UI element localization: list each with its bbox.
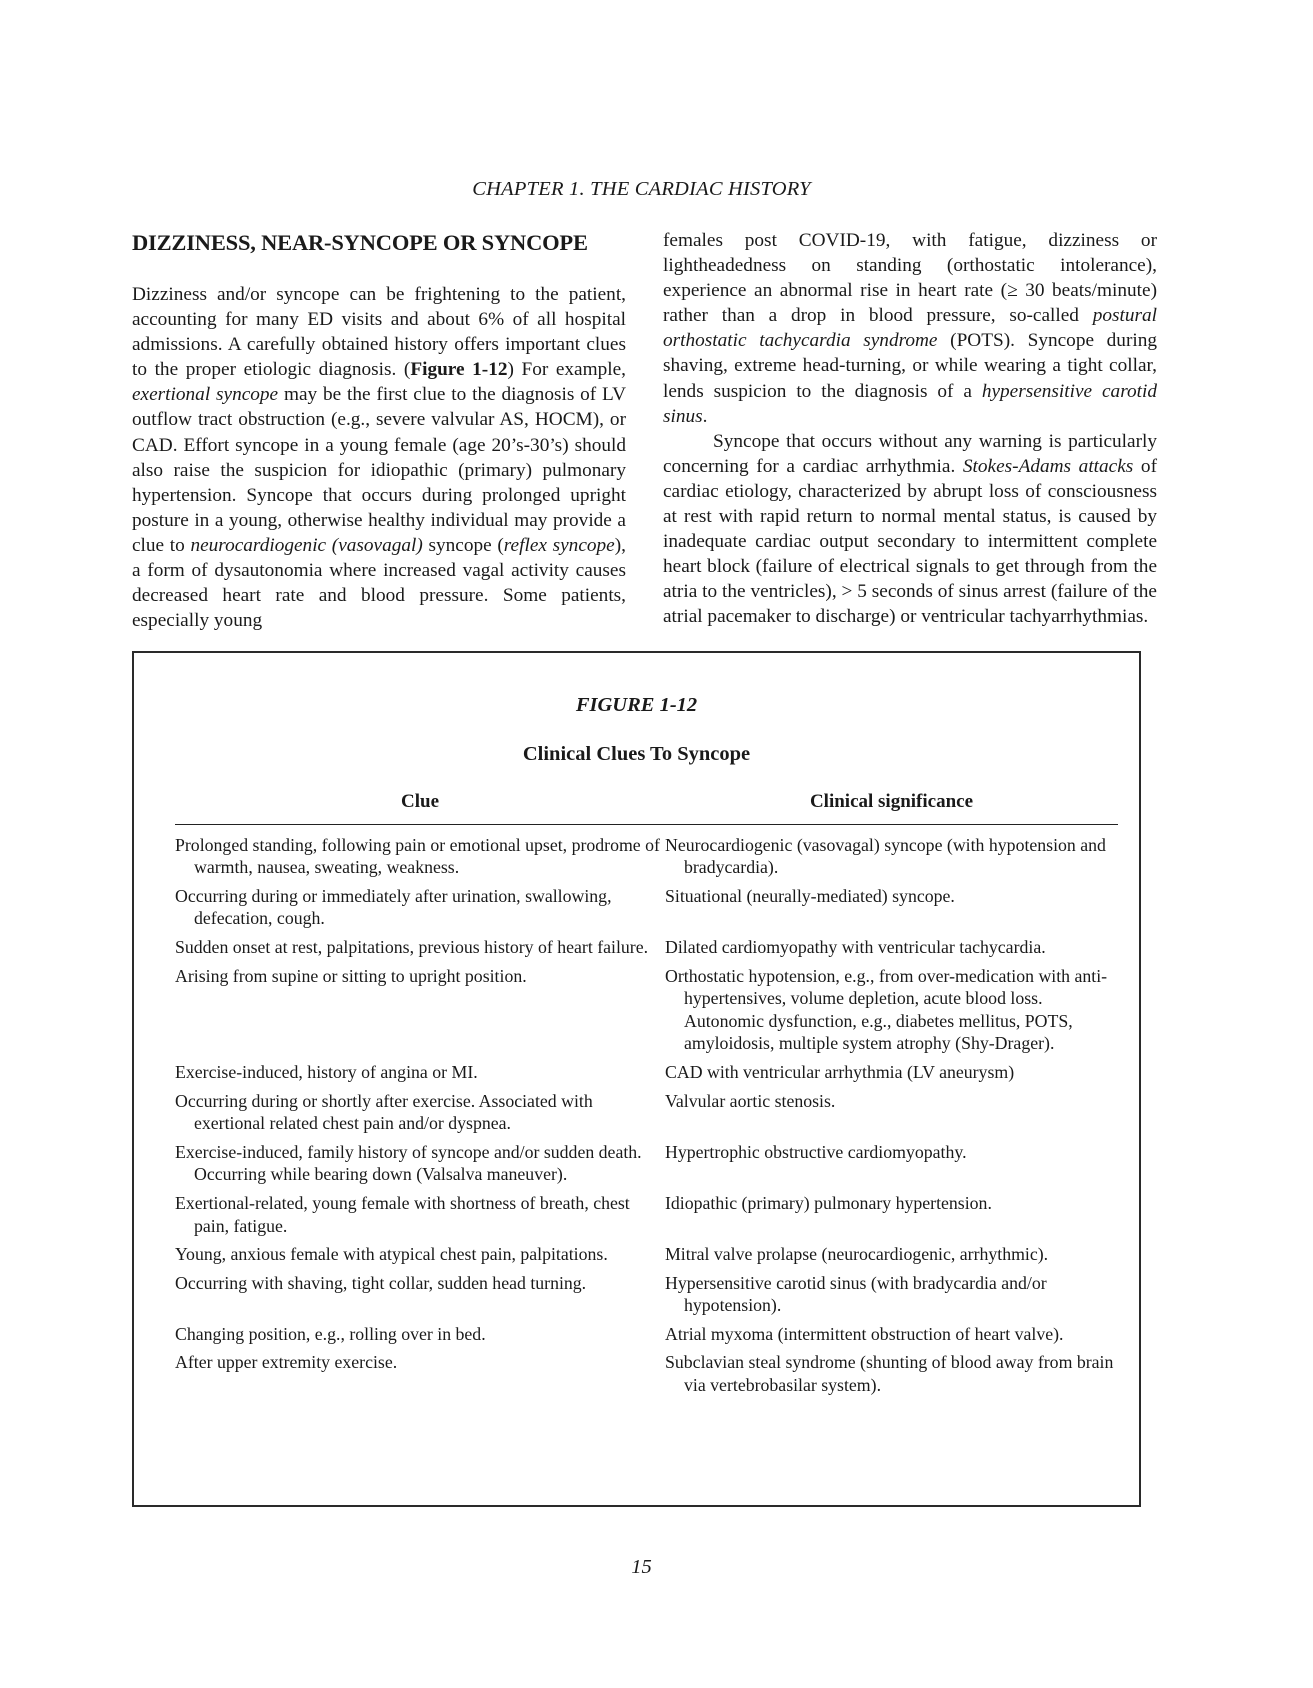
- figure-label: FIGURE 1-12: [575, 694, 698, 716]
- table-row: [175, 1243, 1118, 1272]
- table-row: [175, 936, 1118, 965]
- significance-text: Atrial myxoma (intermittent obstruction of heart valve).: [665, 1323, 1064, 1344]
- running-header: CHAPTER 1. THE CARDIAC HISTORY: [472, 178, 811, 200]
- figure-reference: Figure 1-12: [410, 359, 508, 381]
- clue-cell: [175, 1192, 665, 1243]
- clue-text: Arising from supine or sitting to upright position.: [175, 965, 527, 986]
- significance-cell: [665, 965, 1118, 1061]
- clue-cell: [175, 1090, 665, 1141]
- significance-cell: [665, 1351, 1118, 1402]
- significance-cell: [665, 1323, 1118, 1352]
- clue-cell: [175, 1243, 665, 1272]
- clue-text: Occurring with shaving, tight collar, sudden head turning.: [175, 1272, 587, 1293]
- text-run: syncope (: [422, 534, 504, 556]
- table-row: [175, 824, 1118, 885]
- page-number: 15: [631, 1556, 652, 1578]
- clue-text: Young, anxious female with atypical chest pain, palpitations.: [175, 1244, 608, 1265]
- significance-text: Hypersensitive carotid sinus (with bradycardia and/or hypotension).: [665, 1272, 1047, 1316]
- table-row: [175, 1061, 1118, 1090]
- table-row: [175, 965, 1118, 1061]
- term-neurocardiogenic: neurocardiogenic (vasovagal): [190, 534, 423, 556]
- clue-cell: [175, 1351, 665, 1402]
- significance-cell: [665, 1243, 1118, 1272]
- clue-cell: [175, 885, 665, 936]
- term-carotid-sinus: hypersensitive carotid sinus: [663, 380, 1157, 427]
- table-body: [175, 824, 1118, 1403]
- text-run: ), a form of dysautonomia where increased vagal activity causes decreased heart rate and blood pressure. Some patients, especially young: [132, 534, 626, 632]
- clue-table: [175, 791, 1118, 1403]
- clue-cell: [175, 936, 665, 965]
- text-run: .: [702, 405, 708, 427]
- table-header-row: [175, 791, 1118, 824]
- significance-text: Orthostatic hypotension, e.g., from over-medication with anti-hypertensives, volume depletion, acute blood loss. Autonomic dysfunction, e.g., diabetes mellitus, POTS, amyloidosis, multiple system atrophy (Shy-Drager).: [665, 965, 1108, 1054]
- significance-text: Hypertrophic obstructive cardiomyopathy.: [665, 1141, 967, 1162]
- text-run: Syncope that occurs without any warning is particularly concerning for a cardiac arrhythmia.: [663, 430, 1157, 477]
- significance-text: Idiopathic (primary) pulmonary hypertension.: [665, 1192, 992, 1213]
- clue-text: Exercise-induced, family history of syncope and/or sudden death. Occurring while bearing down (Valsalva maneuver).: [175, 1141, 642, 1185]
- pots-paragraph: [663, 228, 1157, 429]
- section-title: DIZZINESS, NEAR-SYNCOPE OR SYNCOPE: [132, 230, 588, 255]
- arrhythmia-paragraph: [663, 429, 1157, 630]
- table-row: [175, 1351, 1118, 1402]
- text-run: may be the first clue to the diagnosis of LV outflow tract obstruction (e.g., severe valvular AS, HOCM), or CAD. Effort syncope in a young female (age 20’s-30’s) should also raise the suspicion for idiopathic (primary) pulmonary hypertension. Syncope that occurs during prolonged upright posture in a young, otherwise healthy individual may provide a clue to: [132, 384, 626, 556]
- significance-text: Valvular aortic stenosis.: [665, 1090, 836, 1111]
- significance-text: Mitral valve prolapse (neurocardiogenic, arrhythmic).: [665, 1244, 1049, 1265]
- term-pots: postural orthostatic tachycardia syndrome: [663, 305, 1157, 352]
- clue-text: After upper extremity exercise.: [175, 1352, 398, 1373]
- term-stokes-adams: Stokes-Adams attacks: [962, 455, 1134, 477]
- intro-paragraph: [132, 282, 626, 633]
- significance-cell: [665, 1272, 1118, 1323]
- column-header-clue: Clue: [175, 791, 665, 824]
- table-row: [175, 885, 1118, 936]
- column-header-significance: Clinical significance: [665, 791, 1118, 824]
- clue-text: Exertional-related, young female with shortness of breath, chest pain, fatigue.: [175, 1192, 630, 1236]
- significance-text: Dilated cardiomyopathy with ventricular tachycardia.: [665, 936, 1046, 957]
- table-row: [175, 1141, 1118, 1192]
- table-row: [175, 1192, 1118, 1243]
- significance-text: Situational (neurally-mediated) syncope.: [665, 885, 955, 906]
- figure-title: Clinical Clues To Syncope: [522, 743, 751, 765]
- significance-text: Subclavian steal syndrome (shunting of blood away from brain via vertebrobasilar system).: [665, 1352, 1114, 1396]
- clue-text: Changing position, e.g., rolling over in bed.: [175, 1323, 486, 1344]
- figure-box: [132, 651, 1141, 1507]
- table-row: [175, 1272, 1118, 1323]
- text-run: females post COVID-19, with fatigue, dizziness or lightheadedness on standing (orthostatic intolerance), experience an abnormal rise in heart rate (≥ 30 beats/minute) rather than a drop in blood pressure, so-called: [663, 230, 1157, 327]
- significance-cell: [665, 1192, 1118, 1243]
- significance-text: CAD with ventricular arrhythmia (LV aneurysm): [665, 1061, 1015, 1082]
- text-run: Dizziness and/or syncope can be frightening to the patient, accounting for many ED visits and about 6% of all hospital admissions. A carefully obtained history offers important clues to the proper etiologic diagnosis. (: [132, 284, 626, 381]
- significance-text: Neurocardiogenic (vasovagal) syncope (with hypotension and bradycardia).: [665, 834, 1106, 878]
- clue-cell: [175, 1323, 665, 1352]
- left-column: [132, 228, 626, 633]
- significance-cell: [665, 1141, 1118, 1192]
- clue-text: Exercise-induced, history of angina or MI.: [175, 1061, 478, 1082]
- text-run: of cardiac etiology, characterized by abrupt loss of consciousness at rest with rapid return to normal mental status, is caused by inadequate cardiac output secondary to intermittent complete heart block (failure of electrical signals to get through from the atria to the ventricles), > 5 seconds of sinus arrest (failure of the atrial pacemaker to discharge) or ventricular tachyarrhythmias.: [663, 455, 1157, 628]
- clue-text: Occurring during or shortly after exercise. Associated with exertional related chest pain and/or dyspnea.: [175, 1090, 593, 1134]
- clue-cell: [175, 1141, 665, 1192]
- table-row: [175, 1323, 1118, 1352]
- significance-cell: [665, 1090, 1118, 1141]
- table-row: [175, 1090, 1118, 1141]
- right-column: [663, 228, 1157, 630]
- significance-cell: [665, 1061, 1118, 1090]
- term-reflex-syncope: reflex syncope: [503, 534, 615, 556]
- text-run: (POTS). Syncope during shaving, extreme head-turning, or while wearing a tight collar, lends suspicion to the diagnosis of a: [663, 330, 1158, 402]
- clue-text: Sudden onset at rest, palpitations, previous history of heart failure.: [175, 936, 649, 957]
- significance-cell: [665, 936, 1118, 965]
- significance-cell: [665, 824, 1118, 885]
- clue-cell: [175, 965, 665, 1061]
- clue-cell: [175, 1061, 665, 1090]
- clue-text: Prolonged standing, following pain or emotional upset, prodrome of warmth, nausea, sweating, weakness.: [175, 834, 660, 878]
- clue-cell: [175, 824, 665, 885]
- text-run: ) For example,: [507, 359, 626, 381]
- term-exertional-syncope: exertional syncope: [132, 384, 279, 406]
- significance-cell: [665, 885, 1118, 936]
- clue-cell: [175, 1272, 665, 1323]
- clue-text: Occurring during or immediately after urination, swallowing, defecation, cough.: [175, 885, 612, 929]
